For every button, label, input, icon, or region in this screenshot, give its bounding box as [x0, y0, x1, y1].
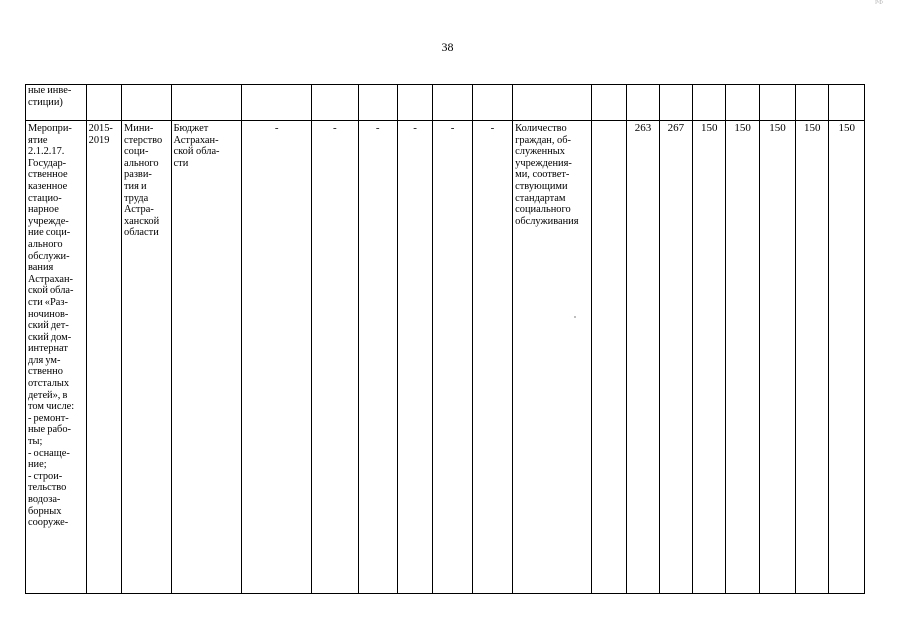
empty-cell — [122, 85, 172, 121]
indicator-value-cell: 150 — [829, 121, 865, 594]
empty-cell — [358, 85, 397, 121]
empty-cell — [472, 85, 512, 121]
source-text: Бюджет Астрахан- ской обла- сти — [173, 123, 220, 169]
empty-cell — [592, 85, 627, 121]
empty-cell — [659, 85, 692, 121]
indicator-value-cell: 150 — [693, 121, 726, 594]
executor-text: Мини- стерство соци- ального разви- тия и труда Астра- ханской области — [124, 123, 163, 239]
empty-cell — [829, 85, 865, 121]
table-row — [26, 85, 865, 121]
indicator-value-cell: 150 — [796, 121, 829, 594]
executor-cell — [122, 121, 172, 594]
indicator-value-cell: 263 — [627, 121, 659, 594]
empty-cell — [86, 85, 121, 121]
event-text: Меропри- ятие 2.1.2.17. Государ- ственное казенное стацио- нарное учрежде- ние соци- ального обслужи- вания Астрахан- ской обла- сти «Раз- ночинов- ский дет- ский дом- интернат для ум- ственно отсталых детей», в том числе: - ремонт- ные рабо- ты; - оснаще- ние; - строи- тельство водоза- борных сооруже- — [28, 123, 75, 529]
empty-cell — [312, 85, 358, 121]
period-cell — [86, 121, 121, 594]
indicator-cell — [513, 121, 592, 594]
continuation-cell — [26, 85, 87, 121]
unit-cell — [592, 121, 627, 594]
funding-cell: - — [358, 121, 397, 594]
indicator-value-cell: 267 — [659, 121, 692, 594]
page-number: 38 — [441, 40, 454, 54]
indicator-text: Количество граждан, об- служенных учреждения- ми, соответ- ствующими стандартам социального обслуживания — [515, 123, 579, 227]
continuation-text: ные инве- стиции) — [28, 85, 72, 108]
program-activities-table — [25, 84, 865, 594]
empty-cell — [693, 85, 726, 121]
funding-cell: - — [472, 121, 512, 594]
empty-cell — [726, 85, 759, 121]
empty-cell — [627, 85, 659, 121]
empty-cell — [759, 85, 795, 121]
empty-cell — [397, 85, 432, 121]
indicator-value-cell: 150 — [726, 121, 759, 594]
event-cell — [26, 121, 87, 594]
funding-cell: - — [397, 121, 432, 594]
empty-cell — [171, 85, 242, 121]
funding-cell: - — [433, 121, 472, 594]
scan-speck — [574, 316, 576, 318]
table-row — [26, 121, 865, 594]
corner-mark: РФ — [875, 0, 883, 6]
indicator-value-cell: 150 — [759, 121, 795, 594]
empty-cell — [796, 85, 829, 121]
empty-cell — [242, 85, 312, 121]
empty-cell — [513, 85, 592, 121]
empty-cell — [433, 85, 472, 121]
period-text: 2015- 2019 — [88, 123, 113, 146]
source-cell — [171, 121, 242, 594]
funding-cell: - — [312, 121, 358, 594]
funding-cell: - — [242, 121, 312, 594]
